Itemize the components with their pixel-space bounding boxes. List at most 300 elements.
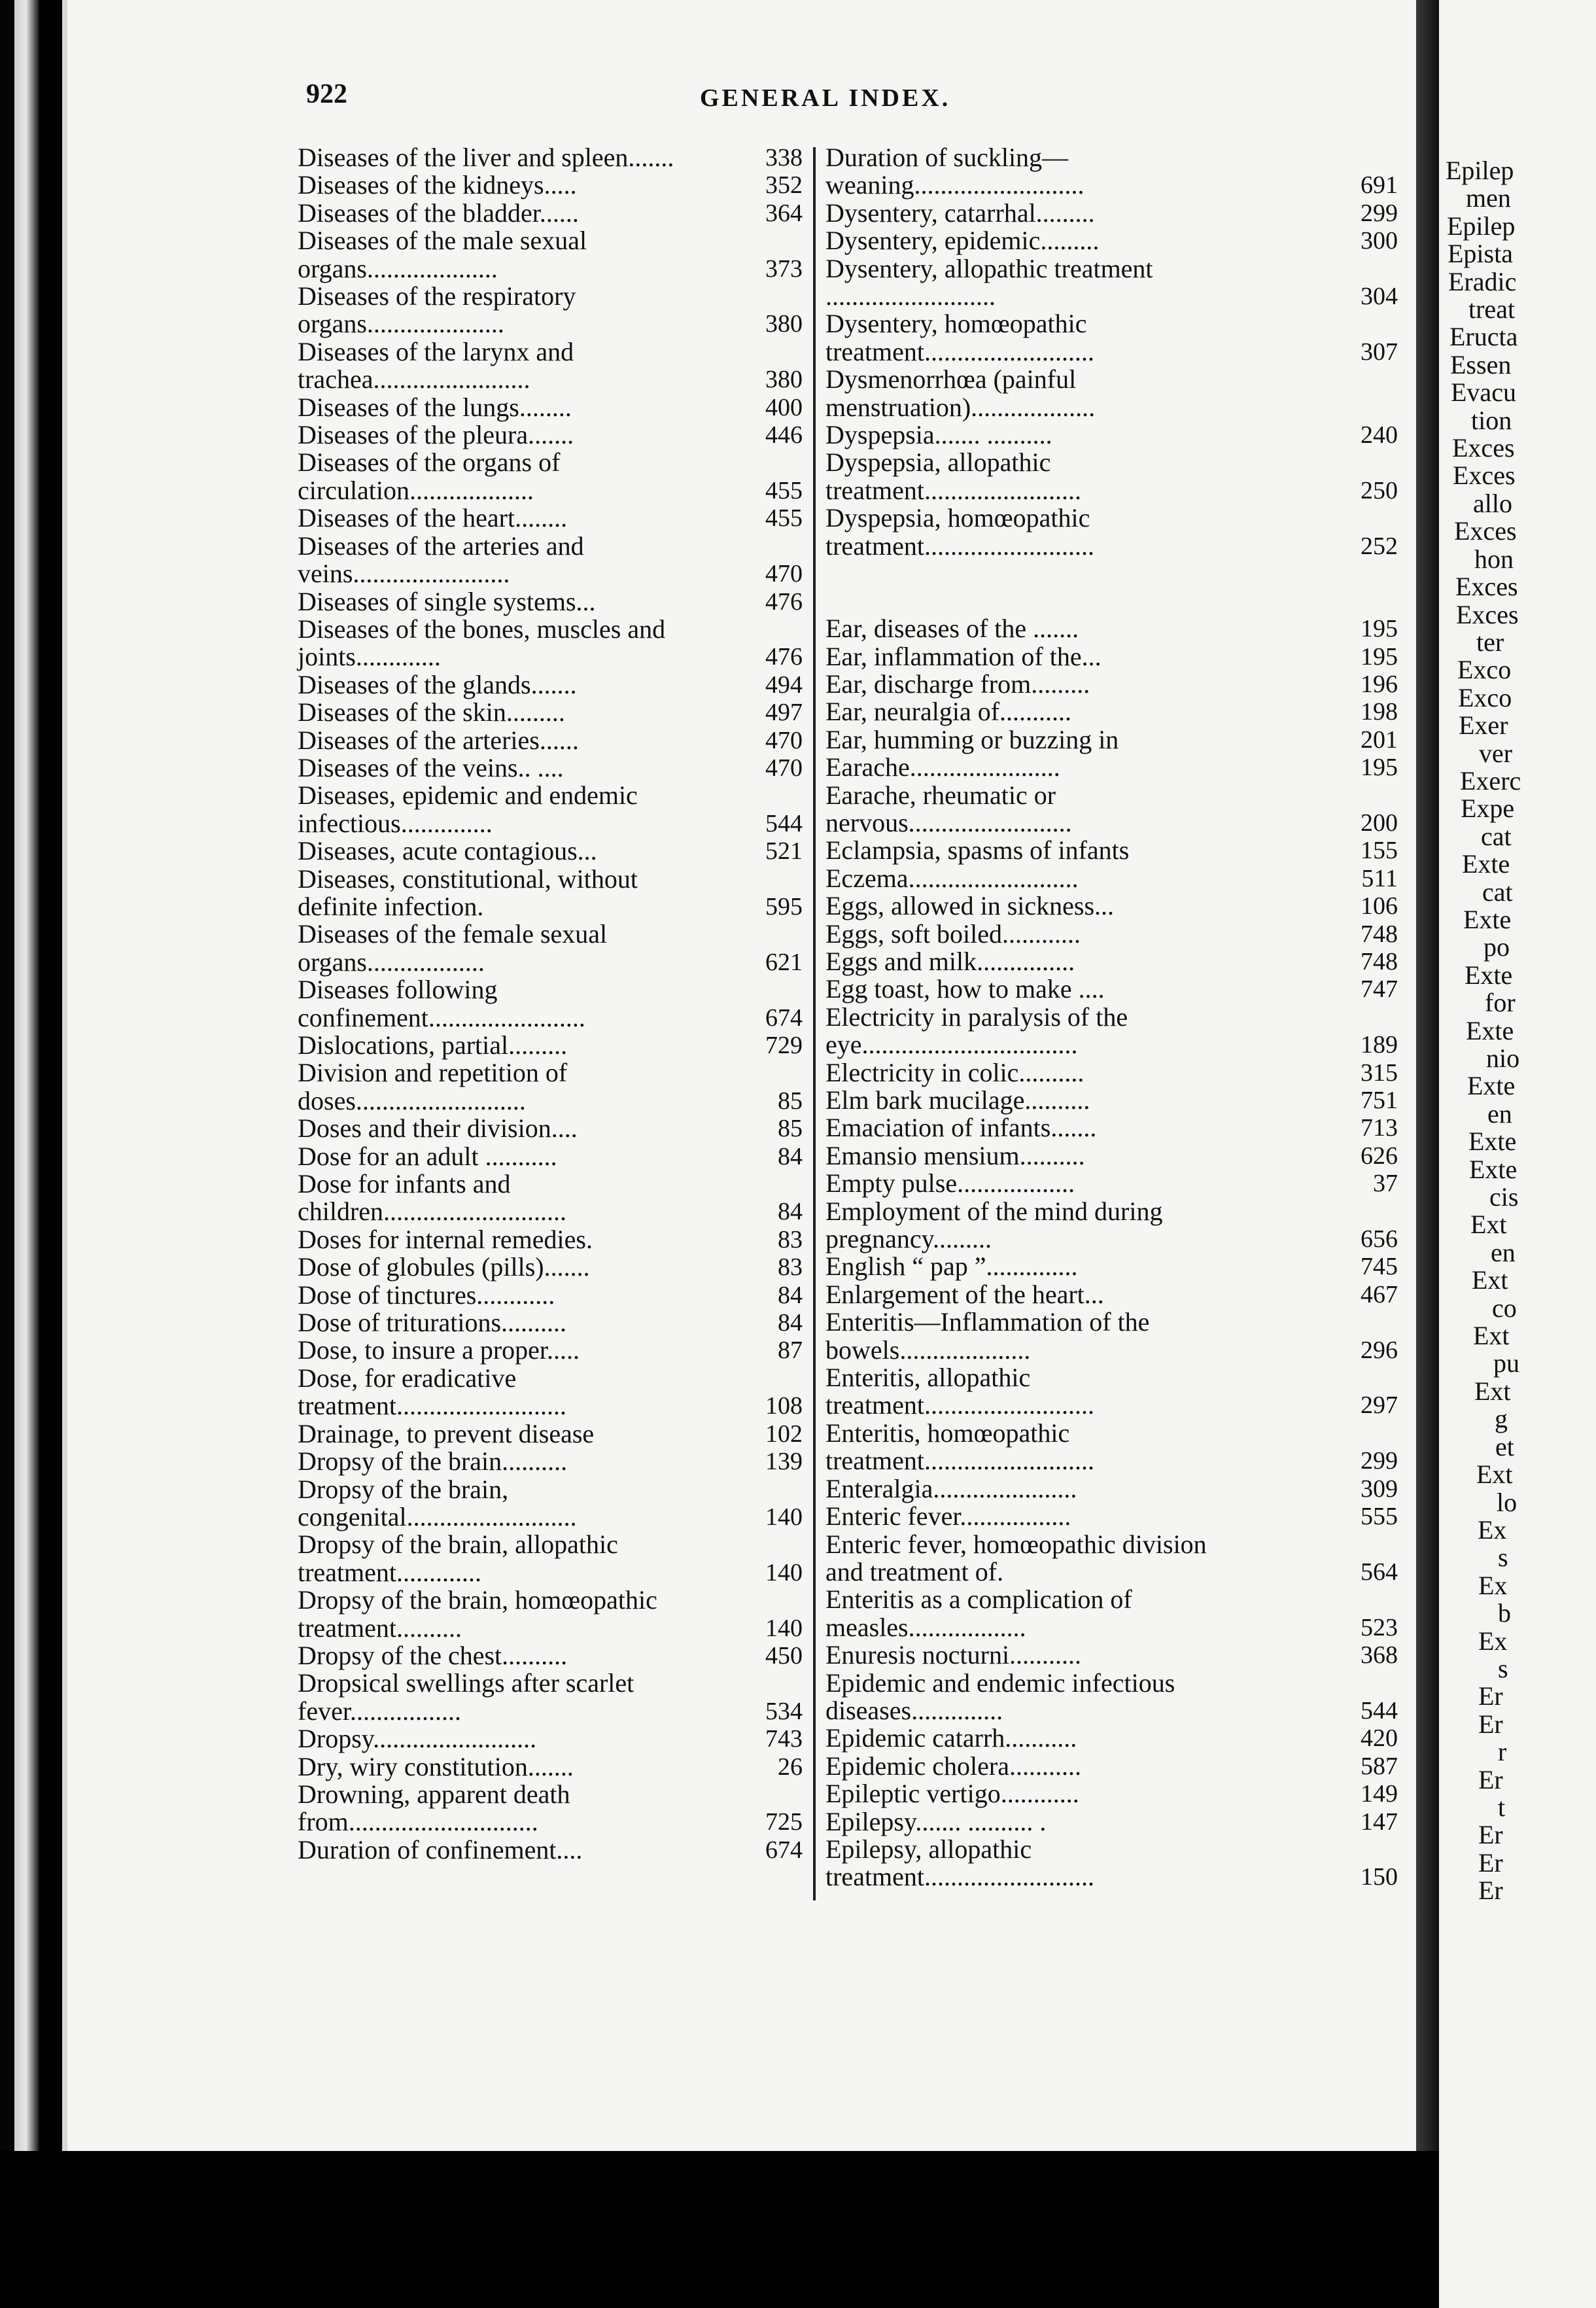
index-entry-text: Ear, inflammation of the... [825, 641, 1102, 671]
index-entry-page-number: 198 [1361, 698, 1398, 726]
index-entry [825, 1363, 1398, 1420]
index-entry-page-number: 296 [1361, 1336, 1398, 1364]
index-entry-page-number: 364 [765, 199, 803, 227]
index-entry-page-number: 380 [765, 310, 803, 338]
index-entry-text: Epilepsy....... .......... . [825, 1806, 1047, 1836]
index-entry-text: Epidemic and endemic infectious diseases.............. [825, 1668, 1175, 1725]
facing-page-text-fragment: Epista [1448, 239, 1513, 269]
index-entry-page-number: 102 [765, 1420, 803, 1448]
index-entry [298, 1115, 821, 1142]
facing-page-text-fragment: Exces [1452, 433, 1515, 463]
index-entry-page-number: 455 [765, 476, 803, 504]
index-entry-page-number: 674 [765, 1836, 803, 1864]
index-entry-text: Duration of suckling—weaning.......................... [825, 143, 1084, 200]
index-entry-text: Diseases of the heart........ [298, 503, 568, 533]
index-entry-page-number: 195 [1361, 754, 1398, 782]
index-entry-page-number: 467 [1361, 1280, 1398, 1308]
index-entry-page-number: 85 [778, 1087, 803, 1115]
index-entry-page-number: 87 [778, 1337, 803, 1365]
index-entry-page-number: 140 [765, 1503, 803, 1531]
index-entry-text: Emansio mensium.......... [825, 1140, 1085, 1170]
index-entry-text: Enteralgia...................... [825, 1473, 1077, 1503]
index-entry-text: Dose of triturations.......... [298, 1308, 567, 1338]
index-entry-text: Dyspepsia, allopathic treatment........................ [825, 447, 1082, 505]
section-spacer [825, 560, 1349, 615]
index-entry [298, 1670, 821, 1725]
index-entry-text: Doses for internal remedies. [298, 1224, 593, 1254]
index-entry-text: Earache....................... [825, 752, 1060, 782]
facing-page-text-fragment: b [1498, 1598, 1511, 1628]
index-entry-text: Dysentery, homœopathic treatment.......................... [825, 309, 1095, 366]
index-entry [825, 1113, 1398, 1143]
index-entry-text: Diseases of the bones, muscles and joints............. [298, 614, 666, 672]
index-entry [825, 669, 1398, 699]
index-entry-text: Doses and their division.... [298, 1113, 578, 1144]
index-entry-text: Dislocations, partial......... [298, 1030, 568, 1060]
index-column-left [298, 144, 821, 1864]
index-entry-text: Dyspepsia, homœopathic treatment.......................... [825, 503, 1095, 561]
index-entry-text: Dysentery, allopathic treatment .......................... [825, 253, 1153, 311]
running-head: GENERAL INDEX. [700, 84, 951, 112]
index-entry-text: Electricity in paralysis of the eye................................. [825, 1002, 1128, 1060]
index-entry [298, 533, 821, 588]
index-entry-text: Epileptic vertigo............ [825, 1779, 1079, 1809]
index-entry [298, 699, 821, 726]
index-entry-text: Eggs, soft boiled............ [825, 918, 1081, 949]
index-entry-text: Emaciation of infants....... [825, 1113, 1097, 1143]
index-entry [825, 1834, 1398, 1892]
index-entry [298, 1420, 821, 1448]
index-entry [298, 1531, 821, 1586]
index-entry-text: Diseases of the larynx and trachea........................ [298, 336, 574, 394]
index-entry-page-number: 450 [765, 1641, 803, 1670]
index-entry [298, 421, 821, 449]
index-entry-page-number: 587 [1361, 1752, 1398, 1780]
facing-page-text-fragment: nio [1486, 1043, 1520, 1073]
index-entry-text: Drainage, to prevent disease [298, 1418, 595, 1448]
index-entry [298, 866, 821, 921]
index-entry [298, 1781, 821, 1836]
facing-page-text-fragment: ver [1479, 738, 1513, 768]
index-entry-page-number: 84 [778, 1281, 803, 1309]
index-entry-page-number: 299 [1361, 1447, 1398, 1475]
index-entry [298, 283, 821, 338]
index-entry [825, 1668, 1398, 1725]
index-entry-page-number: 84 [778, 1142, 803, 1170]
facing-page-text-fragment: Epilep [1447, 211, 1516, 241]
index-entry-page-number: 621 [765, 948, 803, 976]
index-entry-text: Diseases of the kidneys..... [298, 170, 577, 200]
index-entry-text: Diseases following confinement........................ [298, 975, 585, 1032]
index-entry-page-number: 83 [778, 1225, 803, 1253]
index-entry-page-number: 747 [1361, 975, 1398, 1004]
index-entry-text: Enuresis nocturni........... [825, 1640, 1082, 1670]
facing-page-fragment [1439, 0, 1596, 2308]
facing-page-text-fragment: en [1487, 1098, 1512, 1128]
index-entry-page-number: 195 [1361, 615, 1398, 643]
facing-page-text-fragment: g [1495, 1404, 1508, 1434]
index-entry-text: Eczema.......................... [825, 863, 1079, 893]
facing-page-text-fragment: Er [1478, 1764, 1503, 1794]
index-entry [298, 144, 821, 171]
index-entry-page-number: 626 [1361, 1142, 1398, 1170]
facing-page-text-fragment: Er [1478, 1847, 1503, 1878]
index-entry-text: Dose, to insure a proper..... [298, 1335, 580, 1365]
index-entry-page-number: 656 [1361, 1225, 1398, 1253]
page-number: 922 [306, 79, 347, 109]
index-entry-text: Dose of tinctures............ [298, 1280, 555, 1310]
index-entry [298, 754, 821, 782]
index-entry-page-number: 140 [765, 1614, 803, 1642]
index-entry-text: Dose for an adult ........... [298, 1141, 557, 1171]
index-entry-page-number: 147 [1361, 1808, 1398, 1836]
index-entry [825, 1196, 1398, 1254]
index-entry [825, 918, 1398, 949]
index-entry [825, 891, 1398, 921]
index-entry-text: Dysentery, epidemic......... [825, 226, 1100, 256]
index-entry-text: Diseases of the arteries and veins........................ [298, 531, 584, 589]
index-entry-page-number: 380 [765, 366, 803, 394]
index-entry-page-number: 523 [1361, 1613, 1398, 1641]
index-entry-text: Diseases of the skin......... [298, 697, 565, 727]
index-entry-text: Egg toast, how to make .... [825, 974, 1105, 1004]
index-entry [825, 1418, 1398, 1476]
facing-page-text-fragment: cis [1489, 1182, 1519, 1212]
index-entry-text: Division and repetition of doses.......................... [298, 1058, 568, 1115]
index-entry-page-number: 511 [1361, 864, 1398, 892]
index-entry-page-number: 470 [765, 754, 803, 782]
index-entry [298, 1836, 821, 1864]
index-entry-text: Enteritis—Inflammation of the bowels.................... [825, 1307, 1150, 1365]
index-entry-text: Dropsy of the brain, allopathic treatment............. [298, 1530, 618, 1587]
index-entry [825, 780, 1398, 837]
index-entry-text: Ear, discharge from......... [825, 669, 1090, 699]
index-entry-text: Earache, rheumatic or nervous......................... [825, 780, 1072, 837]
index-entry-text: Epidemic catarrh........... [825, 1723, 1077, 1753]
index-entry-page-number: 195 [1361, 642, 1398, 671]
index-entry [825, 1002, 1398, 1060]
index-entry-page-number: 307 [1361, 338, 1398, 366]
index-entry-text: Dose, for eradicative treatment.......................... [298, 1363, 567, 1421]
index-entry-text: Diseases of the male sexual organs.................... [298, 226, 587, 283]
facing-page-text-fragment: ter [1476, 627, 1504, 657]
index-entry-page-number: 84 [778, 1198, 803, 1226]
index-entry-text: Drowning, apparent death from............................. [298, 1779, 570, 1837]
facing-page-text-fragment: Exte [1463, 904, 1512, 934]
index-entry [825, 1723, 1398, 1753]
facing-page-text-fragment: men [1466, 183, 1511, 213]
scan-edge-left [0, 0, 39, 2151]
index-entry-text: Dropsy of the brain.......... [298, 1446, 568, 1477]
index-entry-text: Dose of globules (pills)....... [298, 1252, 590, 1282]
index-entry [825, 835, 1398, 866]
facing-page-text-fragment: for [1485, 988, 1516, 1018]
index-entry-text: Electricity in colic.......... [825, 1057, 1084, 1087]
index-entry [825, 752, 1398, 782]
index-entry [825, 226, 1398, 256]
index-entry-text: Diseases, epidemic and endemic infectious.............. [298, 780, 638, 838]
index-entry [825, 1529, 1398, 1586]
facing-page-text-fragment: cat [1482, 877, 1513, 907]
index-entry-text: Eggs, allowed in sickness... [825, 891, 1115, 921]
index-entry [825, 1168, 1398, 1198]
index-entry [825, 1640, 1398, 1670]
index-entry [298, 449, 821, 504]
index-entry [825, 198, 1398, 228]
index-entry-text: Enteric fever................. [825, 1501, 1071, 1531]
facing-page-text-fragment: Ext [1473, 1321, 1510, 1351]
index-entry [298, 1143, 821, 1170]
index-entry [298, 1059, 821, 1115]
facing-page-text-fragment: Exco [1458, 682, 1512, 712]
facing-page-text-fragment: Essen [1450, 349, 1512, 379]
index-entry [825, 1751, 1398, 1781]
index-entry-page-number: 534 [765, 1697, 803, 1725]
index-entry-page-number: 595 [765, 892, 803, 920]
index-entry [825, 1779, 1398, 1809]
index-entry-page-number: 252 [1361, 532, 1398, 560]
index-entry [298, 1365, 821, 1420]
index-entry-page-number: 309 [1361, 1475, 1398, 1503]
index-entry [298, 1253, 821, 1281]
index-entry-text: Ear, humming or buzzing in [825, 724, 1119, 754]
index-entry-page-number: 299 [1361, 199, 1398, 227]
facing-page-text-fragment: Evacu [1451, 377, 1516, 408]
index-entry [825, 447, 1398, 505]
facing-page-text-fragment: Eructa [1449, 322, 1518, 352]
index-entry [825, 724, 1398, 754]
facing-page-text-fragment: Er [1478, 1681, 1503, 1711]
index-entry-text: Enteritis as a complication of measles.................. [825, 1584, 1132, 1642]
facing-page-text-fragment: Ext [1474, 1376, 1511, 1406]
index-entry-text: Employment of the mind during pregnancy......... [825, 1196, 1163, 1254]
facing-page-text-fragment: Ext [1476, 1460, 1513, 1490]
index-entry [298, 171, 821, 199]
facing-page-text-fragment: en [1491, 1237, 1516, 1267]
facing-page-text-fragment: Er [1478, 1709, 1503, 1739]
index-entry [298, 671, 821, 699]
index-entry [298, 1032, 821, 1059]
index-entry-text: Diseases of the veins.. .... [298, 752, 564, 782]
index-entry-text: Enlargement of the heart... [825, 1279, 1104, 1309]
index-entry [825, 1279, 1398, 1309]
index-entry [825, 1584, 1398, 1642]
index-entry-text: Epilepsy, allopathic treatment.......................... [825, 1834, 1095, 1892]
index-entry-text: Diseases of the arteries...... [298, 725, 579, 755]
index-entry-text: Empty pulse.................. [825, 1168, 1075, 1198]
index-entry [298, 920, 821, 976]
index-entry [825, 1085, 1398, 1115]
index-entry-text: Eggs and milk............... [825, 946, 1075, 976]
index-entry-text: Diseases of the organs of circulation................... [298, 447, 561, 505]
facing-page-text-fragment: allo [1473, 488, 1512, 518]
facing-page-text-fragment: Ext [1470, 1210, 1507, 1240]
index-entry-page-number: 196 [1361, 670, 1398, 698]
index-entry-text: Ear, neuralgia of........... [825, 697, 1072, 727]
facing-page-text-fragment: et [1495, 1431, 1514, 1461]
index-entry [298, 1642, 821, 1670]
index-entry [298, 504, 821, 532]
index-entry [298, 837, 821, 865]
facing-page-text-fragment: Er [1478, 1876, 1503, 1906]
facing-page-text-fragment: Exces [1454, 516, 1517, 546]
facing-page-text-fragment: r [1498, 1737, 1507, 1767]
index-entry-page-number: 250 [1361, 476, 1398, 504]
index-entry [825, 1806, 1398, 1836]
index-entry [298, 1725, 821, 1753]
index-entry-page-number: 674 [765, 1004, 803, 1032]
index-entry-text: Dropsy of the chest.......... [298, 1640, 568, 1670]
index-entry [298, 1309, 821, 1337]
index-entry-page-number: 743 [765, 1725, 803, 1753]
index-entry-page-number: 139 [765, 1448, 803, 1476]
index-entry-text: Dropsy of the brain, homœopathic treatment.......... [298, 1585, 657, 1643]
index-entry-text: Diseases, constitutional, without definite infection. [298, 864, 638, 921]
index-entry-page-number: 494 [765, 671, 803, 699]
index-entry [298, 394, 821, 421]
index-entry-page-number: 37 [1373, 1170, 1398, 1198]
facing-page-text-fragment: Exces [1453, 461, 1516, 491]
index-entry-page-number: 150 [1361, 1863, 1398, 1891]
index-entry [825, 641, 1398, 671]
index-entry-text: Elm bark mucilage.......... [825, 1085, 1090, 1115]
index-entry-page-number: 297 [1361, 1391, 1398, 1420]
index-entry-page-number: 713 [1361, 1114, 1398, 1142]
facing-page-text-fragment: Ext [1472, 1265, 1508, 1295]
index-entry-page-number: 544 [1361, 1696, 1398, 1724]
facing-page-text-fragment: Ex [1478, 1626, 1508, 1656]
index-entry-page-number: 400 [765, 393, 803, 421]
index-entry [298, 1337, 821, 1364]
index-entry-page-number: 83 [778, 1253, 803, 1282]
index-entry [298, 200, 821, 227]
facing-page-text-fragment: Exte [1466, 1015, 1514, 1045]
facing-page-text-fragment: po [1483, 932, 1510, 962]
index-entry-page-number: 373 [765, 254, 803, 283]
index-entry-text: Dry, wiry constitution....... [298, 1751, 574, 1781]
index-entry-page-number: 338 [765, 144, 803, 171]
index-entry [825, 1473, 1398, 1503]
index-entry-text: Dropsical swellings after scarlet fever................. [298, 1668, 634, 1726]
facing-page-text-fragment: Ex [1478, 1514, 1507, 1545]
index-entry-page-number: 691 [1361, 171, 1398, 200]
index-entry-page-number: 751 [1361, 1087, 1398, 1114]
index-entry-text: English “ pap ”.............. [825, 1251, 1078, 1282]
facing-page-text-fragment: tion [1471, 405, 1512, 435]
index-entry-page-number: 745 [1361, 1253, 1398, 1281]
facing-page-text-fragment: s [1498, 1653, 1508, 1683]
index-entry [298, 338, 821, 394]
index-entry-page-number: 470 [765, 560, 803, 588]
index-entry-text: Dropsy......................... [298, 1724, 537, 1754]
index-entry [298, 782, 821, 837]
index-entry-text: Diseases of the liver and spleen....... [298, 143, 674, 172]
index-entry-page-number: 455 [765, 504, 803, 533]
index-entry-text: Enteritis, allopathic treatment.......................... [825, 1363, 1095, 1420]
index-entry-text: Diseases of the glands....... [298, 669, 577, 699]
index-entry-text: Diseases of the lungs........ [298, 392, 572, 422]
index-entry-page-number: 470 [765, 726, 803, 754]
index-entry-page-number: 201 [1361, 726, 1398, 754]
index-entry-text: Dropsy of the brain, congenital.......................... [298, 1474, 577, 1531]
index-entry [298, 727, 821, 754]
index-entry-page-number: 108 [765, 1392, 803, 1420]
index-entry-text: Dose for infants and children............................ [298, 1169, 567, 1227]
index-entry [825, 863, 1398, 893]
facing-page-text-fragment: Eradic [1448, 266, 1517, 296]
index-entry-text: Diseases of the respiratory organs..................... [298, 281, 576, 339]
index-entry [298, 1476, 821, 1531]
index-entry-text: Diseases of the bladder...... [298, 198, 579, 228]
facing-page-text-fragment: Exte [1468, 1127, 1517, 1157]
index-entry-page-number: 85 [778, 1115, 803, 1143]
facing-page-text-fragment: treat [1468, 294, 1516, 324]
index-entry [825, 697, 1398, 727]
index-entry-page-number: 368 [1361, 1641, 1398, 1670]
index-entry-page-number: 748 [1361, 947, 1398, 975]
facing-page-text-fragment: Exer [1459, 710, 1508, 741]
index-entry-page-number: 725 [765, 1808, 803, 1836]
facing-page-text-fragment: Exces [1455, 572, 1518, 602]
index-entry [298, 1226, 821, 1253]
facing-page-text-fragment: Ex [1478, 1570, 1508, 1600]
index-entry-text: Eclampsia, spasms of infants [825, 835, 1130, 866]
index-entry [298, 1448, 821, 1475]
index-entry-text: Dysmenorrhœa (painful menstruation)................... [825, 364, 1096, 422]
index-entry [825, 1251, 1398, 1282]
facing-page-text-fragment: Exte [1462, 849, 1510, 879]
index-entry-text: Diseases of single systems... [298, 586, 596, 616]
index-entry [825, 253, 1398, 311]
index-entry [825, 420, 1398, 450]
index-entry-page-number: 420 [1361, 1724, 1398, 1753]
index-entry [298, 1586, 821, 1642]
facing-page-text-fragment: Epilep [1446, 156, 1514, 185]
index-entry-text: Diseases of the female sexual organs.................. [298, 919, 608, 977]
index-entry-page-number: 476 [765, 587, 803, 616]
index-entry-page-number: 521 [765, 837, 803, 866]
index-entry-text: Dyspepsia....... .......... [825, 420, 1052, 450]
index-entry-page-number: 497 [765, 699, 803, 727]
facing-page-text-fragment: pu [1493, 1348, 1519, 1378]
index-entry-text: Enteric fever, homœopathic division and treatment of. [825, 1529, 1207, 1586]
index-entry [825, 1057, 1398, 1087]
index-entry [825, 143, 1398, 200]
facing-page-text-fragment: Exco [1457, 655, 1512, 685]
facing-page-text-fragment: Exte [1469, 1154, 1518, 1184]
facing-page-text-fragment: Er [1478, 1820, 1503, 1850]
index-entry [825, 614, 1398, 644]
facing-page-text-fragment: Exerc [1460, 765, 1521, 796]
index-entry-page-number: 315 [1361, 1058, 1398, 1087]
index-entry-text: Diseases of the pleura....... [298, 420, 574, 450]
index-entry [298, 616, 821, 671]
index-entry-page-number: 564 [1361, 1558, 1398, 1586]
index-entry-text: Diseases, acute contagious... [298, 836, 597, 866]
index-entry [825, 366, 1349, 421]
facing-page-text-fragment: s [1498, 1543, 1508, 1573]
index-entry-page-number: 352 [765, 171, 803, 200]
index-entry [298, 1753, 821, 1781]
index-entry-page-number: 149 [1361, 1780, 1398, 1808]
index-entry-page-number: 106 [1361, 892, 1398, 920]
index-entry [825, 1501, 1398, 1531]
index-entry [298, 976, 821, 1032]
index-entry-page-number: 155 [1361, 837, 1398, 865]
index-entry [298, 227, 821, 283]
index-entry-page-number: 555 [1361, 1503, 1398, 1531]
index-column-right [825, 143, 1398, 1892]
